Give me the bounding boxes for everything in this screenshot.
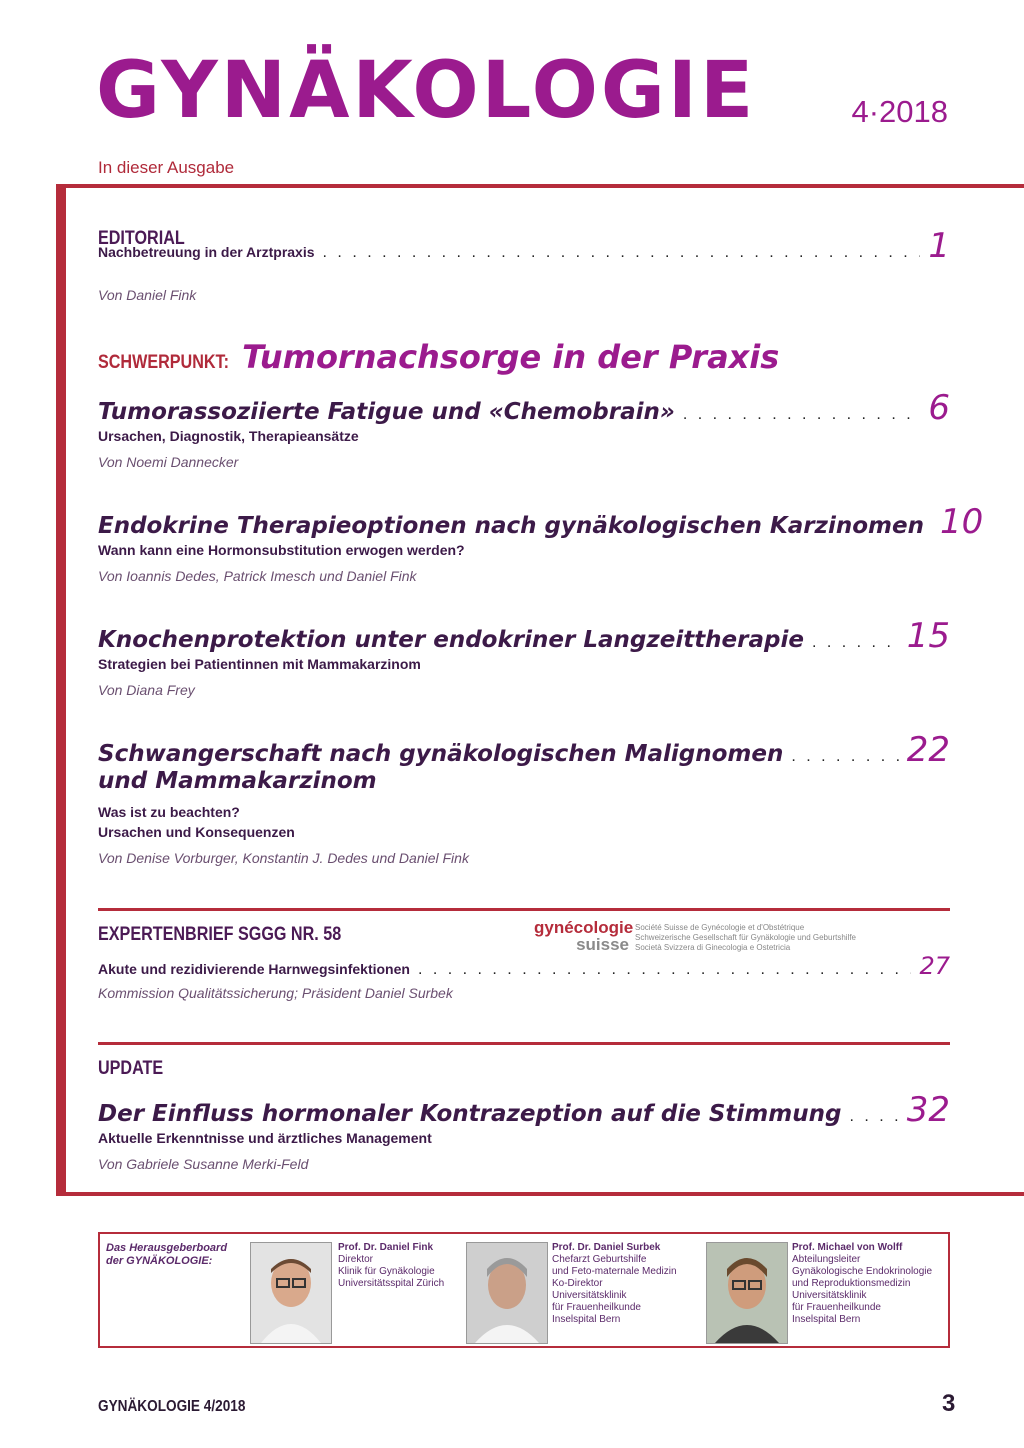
magazine-title: GYNÄKOLOGIE — [96, 46, 757, 136]
logo-line: Société Suisse de Gynécologie et d'Obstétrique — [635, 923, 805, 932]
board-member — [338, 1242, 444, 1290]
member-line: Universitätsspital Zürich — [338, 1278, 445, 1289]
member-line: und Feto-maternale Medizin — [552, 1266, 677, 1277]
footer-page-number: 3 — [942, 1390, 956, 1417]
member-line: Ko-Direktor — [552, 1278, 603, 1289]
member-name: Prof. Michael von Wolff — [792, 1242, 903, 1253]
member-name: Prof. Dr. Daniel Surbek — [552, 1242, 661, 1253]
entry-title: Akute und rezidivierende Harnwegsinfektionen — [98, 961, 410, 977]
toc-entry[interactable] — [98, 502, 984, 542]
dot-leader — [791, 748, 898, 766]
entry-title: Endokrine Therapieoptionen nach gynäkologischen Karzinomen — [98, 513, 924, 539]
page-number: 22 — [906, 730, 950, 770]
member-line: Inselspital Bern — [552, 1314, 621, 1325]
member-line: Universitätsklinik — [792, 1290, 867, 1301]
entry-description: Aktuelle Erkenntnisse und ärztliches Management — [98, 1130, 432, 1146]
entry-description: Wann kann eine Hormonsubstitution erwogen werden? — [98, 542, 465, 558]
section-heading-editorial: EDITORIAL — [98, 228, 185, 249]
expertenbrief-rule — [98, 908, 950, 911]
toc-entry-expertenbrief[interactable] — [98, 952, 950, 980]
entry-author: Von Diana Frey — [98, 682, 195, 698]
entry-title: Knochenprotektion unter endokriner Langzeittherapie — [98, 627, 804, 653]
entry-title-line2: und Mammakarzinom — [98, 768, 377, 794]
schwerpunkt-heading — [98, 338, 779, 376]
page-subtitle: In dieser Ausgabe — [98, 158, 235, 177]
entry-title: Der Einfluss hormonaler Kontrazeption auf die Stimmung — [98, 1101, 842, 1127]
entry-author: Von Denise Vorburger, Konstantin J. Dedes und Daniel Fink — [98, 850, 469, 866]
member-line: Klinik für Gynäkologie — [338, 1266, 435, 1277]
entry-description-line2: Ursachen und Konsequenzen — [98, 824, 295, 840]
entry-author: Von Ioannis Dedes, Patrick Imesch und Daniel Fink — [98, 568, 417, 584]
member-photo — [706, 1242, 788, 1344]
page-number: 10 — [939, 502, 984, 542]
bottom-rule — [56, 1192, 1024, 1196]
logo-line: Schweizerische Gesellschaft für Gynäkologie und Geburtshilfe — [635, 933, 856, 942]
member-line: für Frauenheilkunde — [792, 1302, 881, 1313]
logo-word1: gynécologie — [534, 918, 634, 937]
toc-entry[interactable] — [98, 730, 950, 770]
toc-entry[interactable] — [98, 616, 950, 656]
entry-author: Kommission Qualitätssicherung; Präsident Daniel Surbek — [98, 985, 453, 1001]
portrait-icon — [251, 1243, 331, 1343]
top-rule — [56, 184, 1024, 188]
schwerpunkt-label: SCHWERPUNKT: — [98, 352, 229, 373]
member-line: Chefarzt Geburtshilfe — [552, 1254, 647, 1265]
member-photo — [250, 1242, 332, 1344]
member-line: Direktor — [338, 1254, 374, 1265]
page-number: 32 — [906, 1090, 950, 1130]
logo-line: Società Svizzera di Ginecologia e Ostetricia — [635, 943, 791, 952]
board-member — [552, 1242, 677, 1326]
entry-title: Nachbetreuung in der Arztpraxis — [98, 244, 315, 260]
schwerpunkt-topic: Tumornachsorge in der Praxis — [242, 338, 780, 376]
page-number: 6 — [928, 388, 950, 428]
editorial-board-box — [98, 1232, 950, 1348]
board-label-line1: Das Herausgeberboard — [106, 1242, 228, 1254]
member-name: Prof. Dr. Daniel Fink — [338, 1242, 434, 1253]
dot-leader — [323, 244, 921, 262]
dot-leader — [683, 406, 921, 424]
board-label — [106, 1242, 227, 1268]
issue-number: 4·2018 — [851, 94, 948, 129]
entry-description: Ursachen, Diagnostik, Therapieansätze — [98, 428, 359, 444]
entry-description: Strategien bei Patientinnen mit Mammakarzinom — [98, 656, 421, 672]
portrait-icon — [467, 1243, 547, 1343]
entry-author: Von Gabriele Susanne Merki-Feld — [98, 1156, 309, 1172]
member-line: Abteilungsleiter — [792, 1254, 861, 1265]
member-line: Gynäkologische Endokrinologie — [792, 1266, 933, 1277]
member-line: für Frauenheilkunde — [552, 1302, 641, 1313]
member-line: Universitätsklinik — [552, 1290, 627, 1301]
page-number: 27 — [919, 952, 950, 980]
footer-journal: GYNÄKOLOGIE 4/2018 — [98, 1398, 246, 1415]
logo-word2: suisse — [576, 935, 629, 954]
section-heading-expertenbrief: EXPERTENBRIEF SGGG NR. 58 — [98, 924, 342, 945]
entry-title: Schwangerschaft nach gynäkologischen Malignomen — [98, 741, 784, 767]
update-rule — [98, 1042, 950, 1045]
dot-leader — [418, 961, 912, 979]
page-number: 15 — [906, 616, 950, 656]
entry-author: Von Noemi Dannecker — [98, 454, 239, 470]
toc-entry-editorial-row[interactable] — [98, 226, 950, 266]
page-number: 1 — [928, 226, 950, 266]
left-rule — [56, 184, 66, 1196]
dot-leader — [849, 1108, 898, 1126]
entry-description: Was ist zu beachten? — [98, 804, 240, 820]
section-heading-update: UPDATE — [98, 1058, 164, 1079]
member-line: und Reproduktionsmedizin — [792, 1278, 911, 1289]
entry-title: Tumorassoziierte Fatigue und «Chemobrain» — [98, 399, 675, 425]
entry-author: Von Daniel Fink — [98, 287, 197, 303]
board-label-line2: der GYNÄKOLOGIE: — [106, 1255, 213, 1267]
member-line: Inselspital Bern — [792, 1314, 861, 1325]
board-member — [792, 1242, 932, 1326]
toc-entry-update[interactable] — [98, 1090, 950, 1130]
member-photo — [466, 1242, 548, 1344]
portrait-icon — [707, 1243, 787, 1343]
dot-leader — [812, 634, 899, 652]
toc-entry[interactable] — [98, 388, 950, 428]
